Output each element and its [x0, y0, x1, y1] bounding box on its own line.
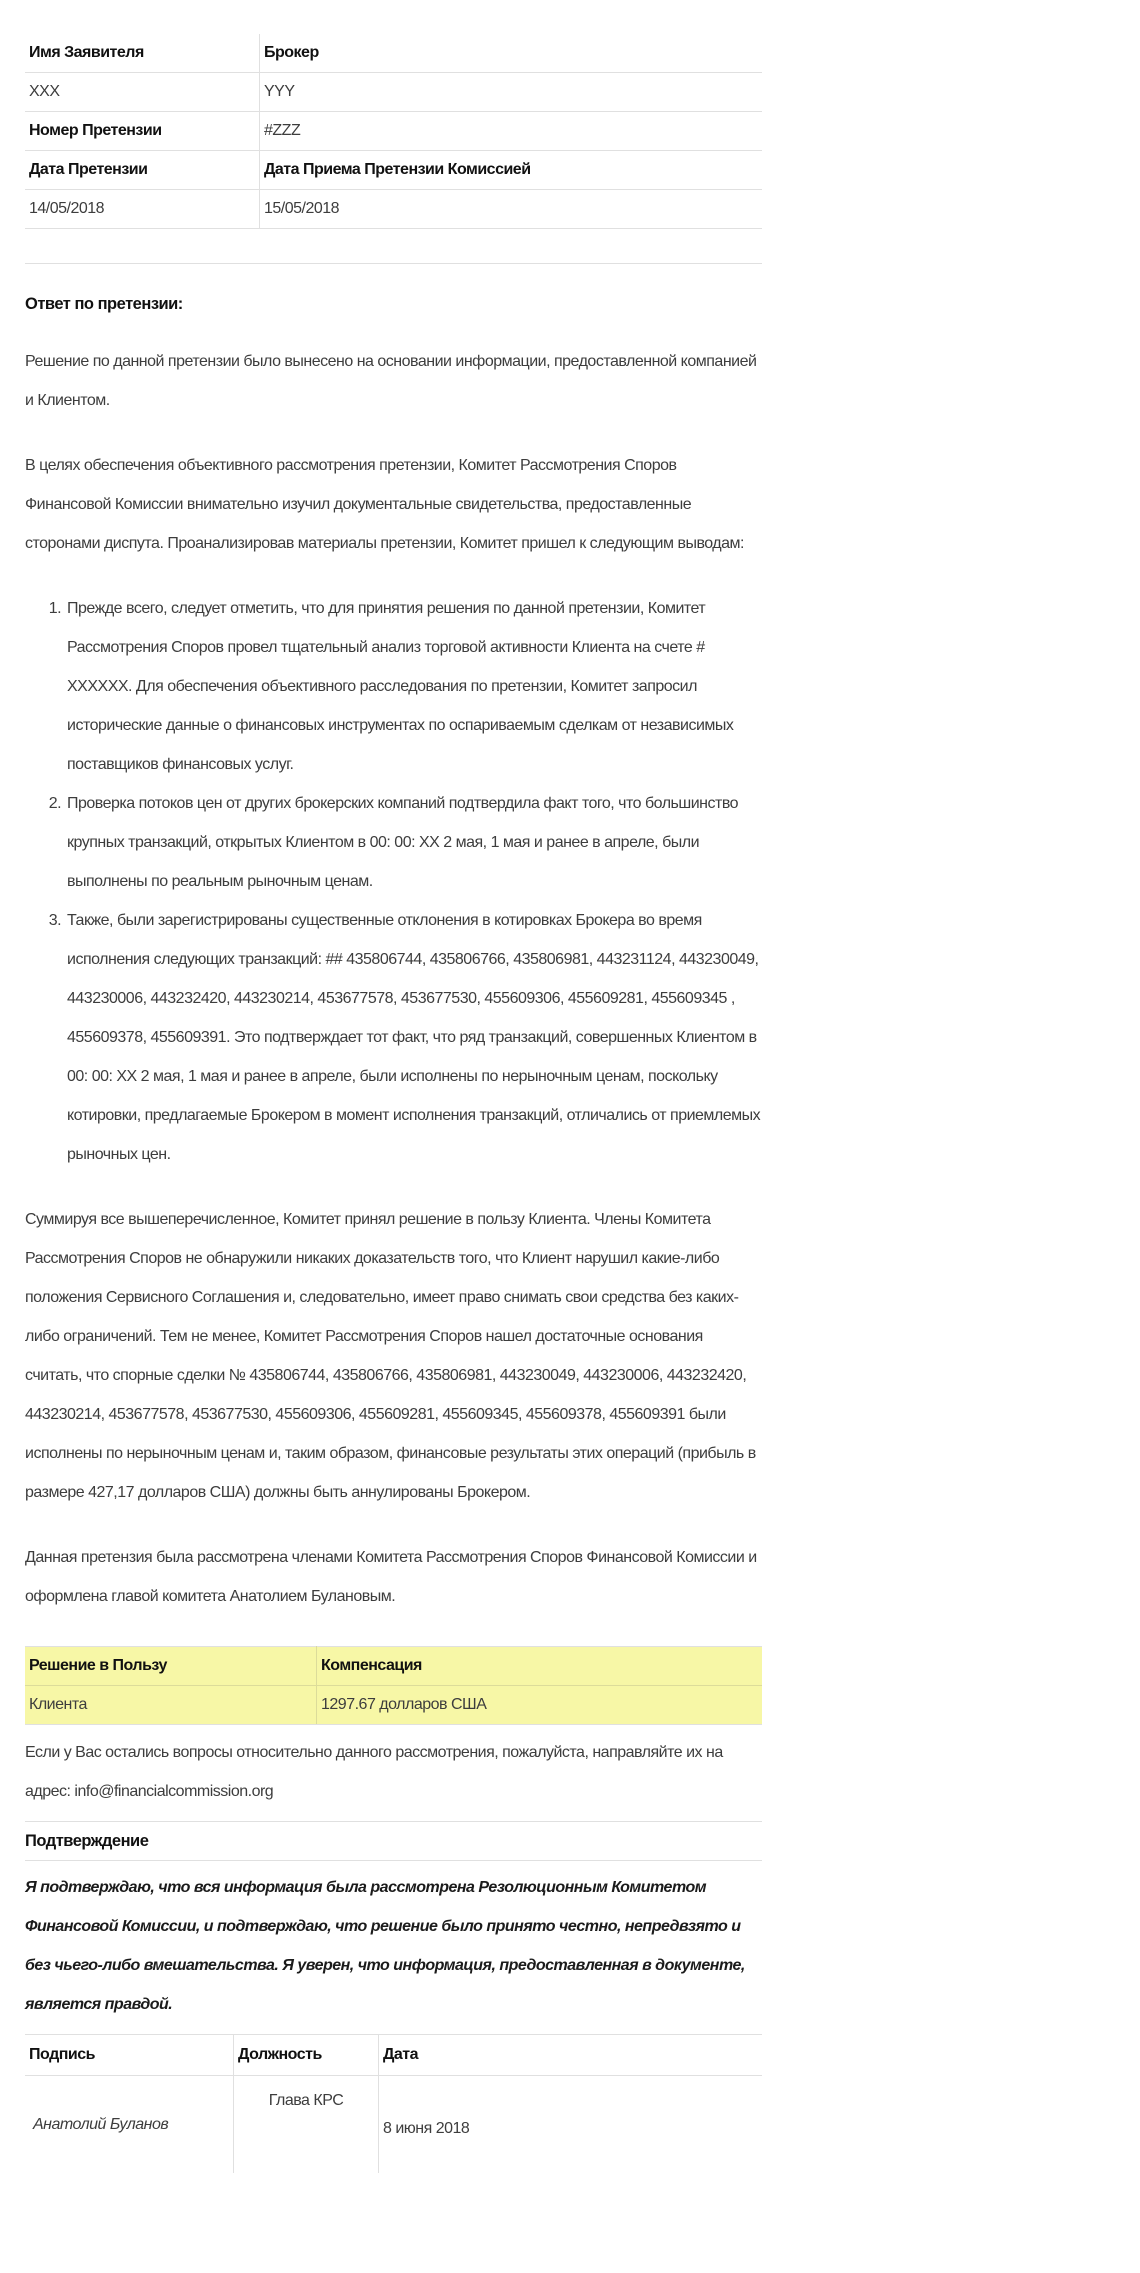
table-row	[25, 34, 762, 73]
paragraph-decision-basis: Решение по данной претензии было вынесено на основании информации, предоставленной компанией и Клиентом.	[25, 353, 757, 409]
table-row	[25, 1647, 762, 1686]
broker-label: Брокер	[260, 34, 763, 73]
claim-info-table	[25, 34, 762, 264]
table-row-spacer	[25, 229, 762, 264]
broker-value: YYY	[260, 73, 763, 112]
findings-list	[25, 589, 762, 1174]
claim-resolution-document	[25, 0, 762, 2173]
received-date-label: Дата Приема Претензии Комиссией	[260, 151, 763, 190]
date-value: 8 июня 2018	[383, 2120, 470, 2137]
paragraph-reviewed-by: Данная претензия была рассмотрена членами Комитета Рассмотрения Споров Финансовой Комиссии и оформлена главой комитета Анатолием Булановым.	[25, 1549, 757, 1605]
claim-number-value: #ZZZ	[260, 112, 763, 151]
list-item: 3. Также, были зарегистрированы существенные отклонения в котировках Брокера во время исполнения следующих транзакций: ## 435806744, 435806766, 435806981, 443231124, 443230049, 443230006, 443232420, 443230214, 453677578, 453677530, 455609306, 455609281, 455609345 , 455609378, 455609391. Это подтверждает тот факт, что ряд транзакций, совершенных Клиентом в 00: 00: XX 2 мая, 1 мая и ранее в апреле, были исполнены по нерыночным ценам, поскольку котировки, предлагаемые Брокером в момент исполнения транзакций, отличались от приемлемых рыночных цен.	[65, 901, 762, 1174]
claimant-name-label: Имя Заявителя	[25, 34, 260, 73]
claim-date-label: Дата Претензии	[25, 151, 260, 190]
position-label: Должность	[234, 2035, 379, 2076]
position-value: Глава КРС	[234, 2076, 379, 2174]
table-row	[25, 2035, 762, 2076]
confirmation-heading: Подтверждение	[25, 1821, 762, 1861]
ruling-label: Решение в Пользу	[25, 1647, 317, 1686]
table-row	[25, 112, 762, 151]
signature-table	[25, 2034, 762, 2173]
table-row	[25, 73, 762, 112]
paragraph-summary-ruling: Суммируя все вышеперечисленное, Комитет принял решение в пользу Клиента. Члены Комитета Рассмотрения Споров не обнаружили никаких доказательств того, что Клиент нарушил какие-либо положения Сервисного Соглашения и, следовательно, имеет право снимать свои средства без каких-либо ограничений. Тем не менее, Комитет Рассмотрения Споров нашел достаточные основания считать, что спорные сделки № 435806744, 435806766, 435806981, 443230049, 443230006, 443232420, 443230214, 453677578, 453677530, 455609306, 455609281, 455609345, 455609378, 455609391 были исполнены по нерыночным ценам и, таким образом, финансовые результаты этих операций (прибыль в размере 427,17 долларов США) должны быть аннулированы Брокером.	[25, 1211, 756, 1501]
list-item: 2. Проверка потоков цен от других брокерских компаний подтвердила факт того, что большинство крупных транзакций, открытых Клиентом в 00: 00: XX 2 мая, 1 мая и ранее в апреле, были выполнены по реальным рыночным ценам.	[65, 784, 762, 901]
confirmation-statement: Я подтверждаю, что вся информация была рассмотрена Резолюционным Комитетом Финансовой Комиссии, и подтверждаю, что решение было принято честно, непредвзято и без чьего-либо вмешательства. Я уверен, что информация, предоставленная в документе, является правдой.	[25, 1879, 745, 2013]
signature-value: Анатолий Буланов	[25, 2076, 234, 2174]
table-row	[25, 190, 762, 229]
table-row	[25, 151, 762, 190]
date-label: Дата	[379, 2035, 763, 2076]
signature-label: Подпись	[25, 2035, 234, 2076]
list-item: 1. Прежде всего, следует отметить, что для принятия решения по данной претензии, Комитет Рассмотрения Споров провел тщательный анализ торговой активности Клиента на счете # XXXXXX. Для обеспечения объективного расследования по претензии, Комитет запросил исторические данные о финансовых инструментах по оспариваемым сделкам от независимых поставщиков финансовых услуг.	[65, 589, 762, 784]
paragraph-review-process: В целях обеспечения объективного рассмотрения претензии, Комитет Рассмотрения Споров Финансовой Комиссии внимательно изучил документальные свидетельства, предоставленные сторонами диспута. Проанализировав материалы претензии, Комитет пришел к следующим выводам:	[25, 457, 744, 552]
compensation-value: 1297.67 долларов США	[317, 1686, 763, 1725]
ruling-value: Клиента	[25, 1686, 317, 1725]
table-row	[25, 2076, 762, 2174]
claimant-name-value: XXX	[25, 73, 260, 112]
response-heading: Ответ по претензии:	[25, 295, 183, 313]
received-date-value: 15/05/2018	[260, 190, 763, 229]
paragraph-contact: Если у Вас остались вопросы относительно данного рассмотрения, пожалуйста, направляйте их на адрес: info@financialcommission.org	[25, 1744, 723, 1800]
empty-cell	[25, 229, 762, 264]
claim-date-value: 14/05/2018	[25, 190, 260, 229]
table-row	[25, 1686, 762, 1725]
claim-number-label: Номер Претензии	[25, 112, 260, 151]
decision-table	[25, 1646, 762, 1725]
compensation-label: Компенсация	[317, 1647, 763, 1686]
